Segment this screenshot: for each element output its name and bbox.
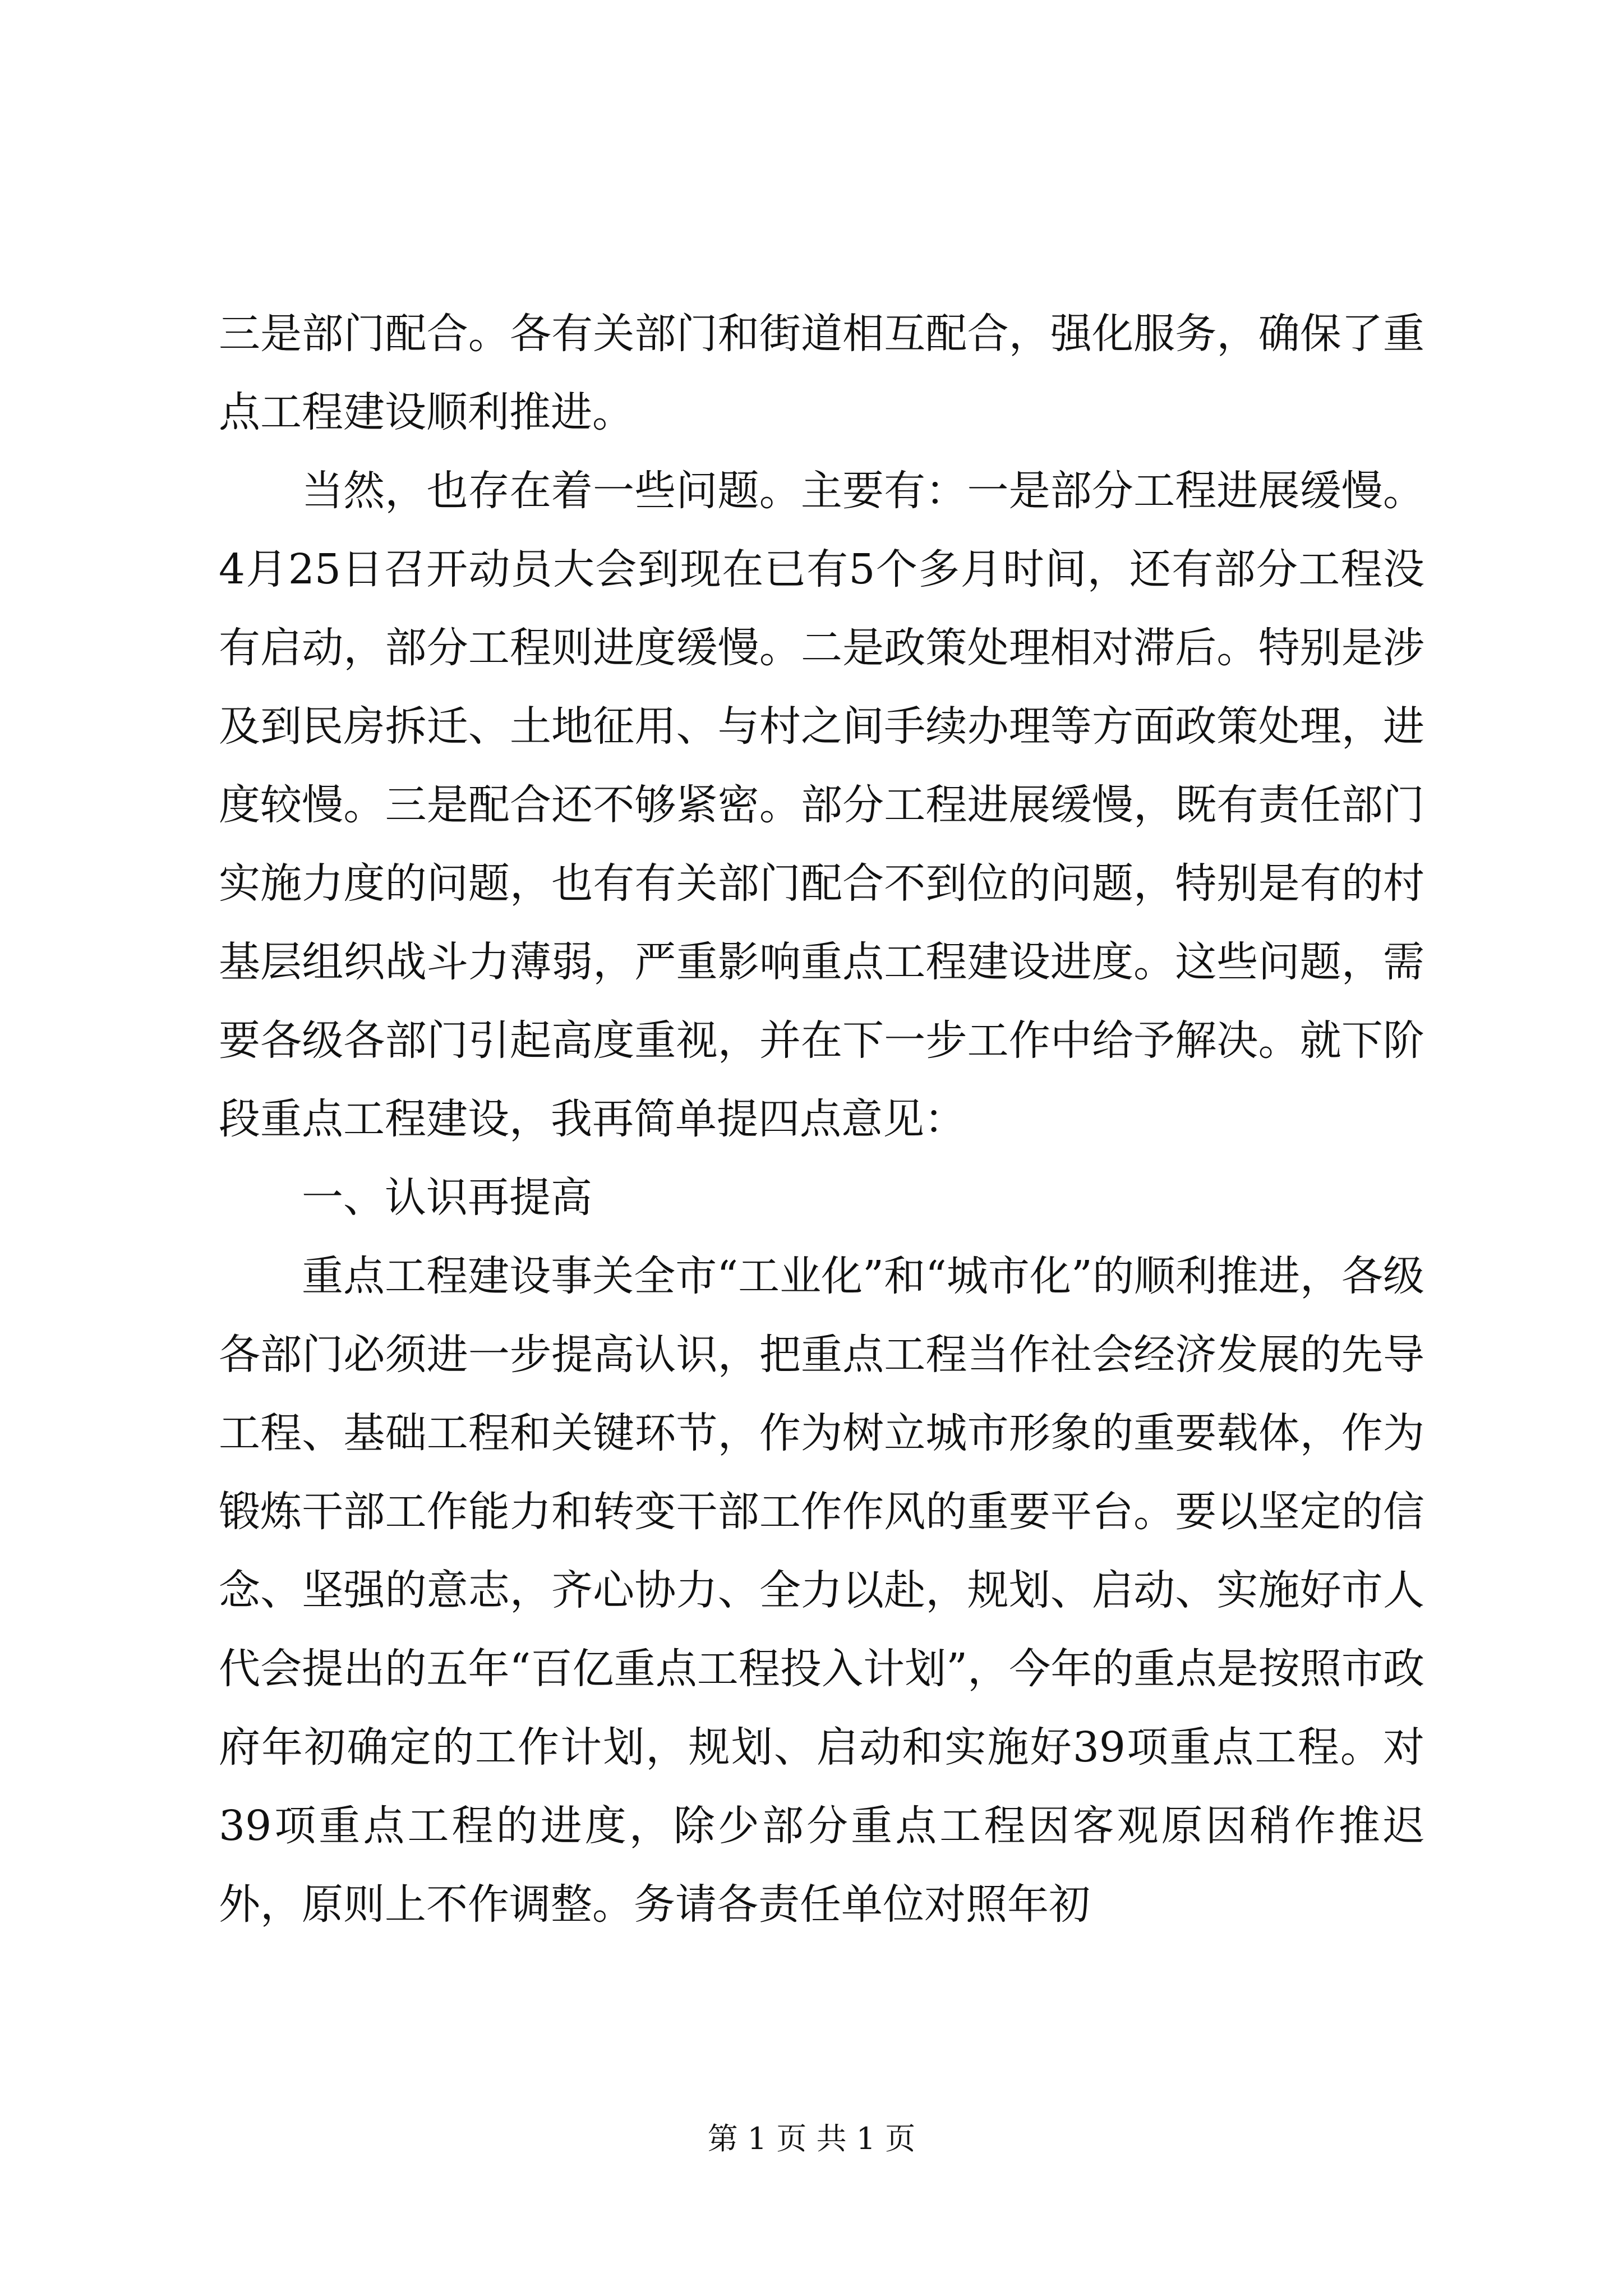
document-body <box>219 295 1424 1944</box>
page-number-footer: 第 1 页 共 1 页 <box>707 2121 916 2156</box>
section-heading-awareness: 一、认识再提高 <box>302 1174 592 1222</box>
paragraph-problems: 当然，也存在着一些问题。主要有：一是部分工程进展缓慢。4月25日召开动员大会到现在已有5个多月时间，还有部分工程没有启动，部分工程则进度缓慢。二是政策处理相对滞后。特别是涉及到民房拆迁、土地征用、与村之间手续办理等方面政策处理，进度较慢。三是配合还不够紧密。部分工程进展缓慢，既有责任部门实施力度的问题，也有有关部门配合不到位的问题，特别是有的村基层组织战斗力薄弱，严重影响重点工程建设进度。这些问题，需要各级各部门引起高度重视，并在下一步工作中给予解决。就下阶段重点工程建设，我再简单提四点意见： <box>219 467 1424 1143</box>
paragraph-awareness: 重点工程建设事关全市“工业化”和“城市化”的顺利推进，各级各部门必须进一步提高认识，把重点工程当作社会经济发展的先导工程、基础工程和关键环节，作为树立城市形象的重要载体，作为锻炼干部工作能力和转变干部工作作风的重要平台。要以坚定的信念、坚强的意志，齐心协力、全力以赴，规划、启动、实施好市人代会提出的五年“百亿重点工程投入计划”，今年的重点是按照市政府年初确定的工作计划，规划、启动和实施好39项重点工程。对39项重点工程的进度，除少部分重点工程因客观原因稍作推迟外，原则上不作调整。务请各责任单位对照年初 <box>219 1252 1424 1929</box>
paragraph-departments-cooperation: 三是部门配合。各有关部门和街道相互配合，强化服务，确保了重点工程建设顺利推进。 <box>219 310 1424 436</box>
